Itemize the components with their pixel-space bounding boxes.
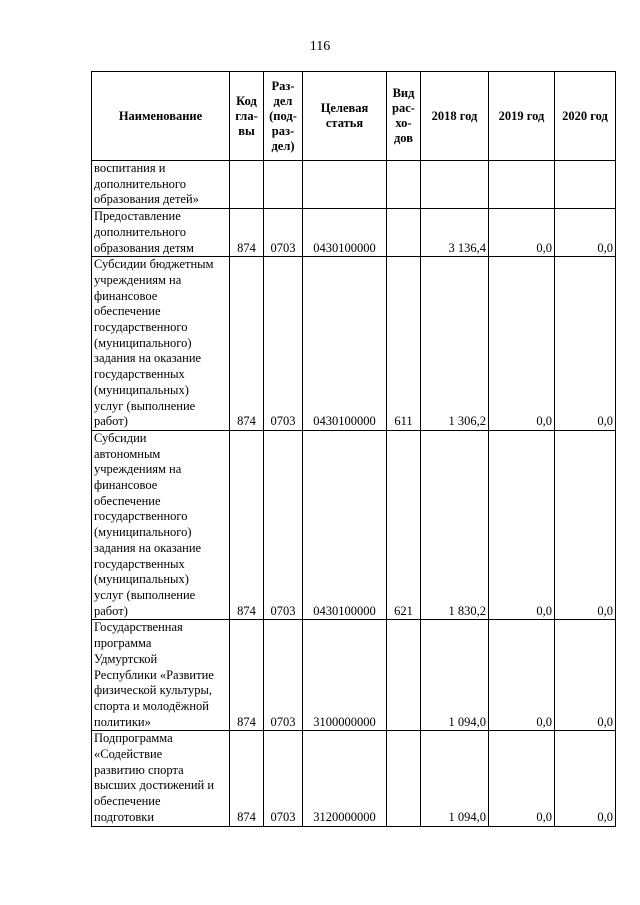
row-target: 0430100000 bbox=[303, 209, 387, 257]
row-2018 bbox=[421, 161, 489, 209]
header-2020: 2020 год bbox=[555, 72, 616, 161]
row-expense-type bbox=[387, 161, 421, 209]
table-row bbox=[92, 257, 616, 431]
header-2019: 2019 год bbox=[489, 72, 555, 161]
row-name: Предоставление дополнительного образования детям bbox=[92, 209, 230, 257]
row-name: Государственная программа Удмуртской Республики «Развитие физической культуры, спорта и молодёжной политики» bbox=[92, 620, 230, 731]
table-row bbox=[92, 209, 616, 257]
row-name: Субсидии бюджетным учреждениям на финансовое обеспечение государственного (муниципального) задания на оказание государственных (муниципальных) услуг (выполнение работ) bbox=[92, 257, 230, 431]
row-section: 0703 bbox=[264, 209, 303, 257]
row-name: воспитания и дополнительного образования детей» bbox=[92, 161, 230, 209]
row-chapter bbox=[230, 161, 264, 209]
row-target: 0430100000 bbox=[303, 257, 387, 431]
row-chapter: 874 bbox=[230, 731, 264, 826]
row-2019: 0,0 bbox=[489, 731, 555, 826]
row-2018: 1 094,0 bbox=[421, 620, 489, 731]
row-section bbox=[264, 161, 303, 209]
row-chapter: 874 bbox=[230, 209, 264, 257]
row-2020 bbox=[555, 161, 616, 209]
row-2020: 0,0 bbox=[555, 620, 616, 731]
row-target bbox=[303, 161, 387, 209]
row-target: 3100000000 bbox=[303, 620, 387, 731]
row-chapter: 874 bbox=[230, 257, 264, 431]
page-number: 116 bbox=[309, 39, 331, 54]
row-2019: 0,0 bbox=[489, 620, 555, 731]
row-expense-type: 611 bbox=[387, 257, 421, 431]
header-2018: 2018 год bbox=[421, 72, 489, 161]
row-2018: 1 830,2 bbox=[421, 430, 489, 619]
header-expense-type: Вид рас- хо- дов bbox=[387, 72, 421, 161]
row-2018: 3 136,4 bbox=[421, 209, 489, 257]
row-2019: 0,0 bbox=[489, 209, 555, 257]
header-chapter: Код гла- вы bbox=[230, 72, 264, 161]
row-expense-type: 621 bbox=[387, 430, 421, 619]
row-expense-type bbox=[387, 209, 421, 257]
row-expense-type bbox=[387, 731, 421, 826]
row-expense-type bbox=[387, 620, 421, 731]
row-2019 bbox=[489, 161, 555, 209]
header-row bbox=[92, 72, 616, 161]
row-section: 0703 bbox=[264, 731, 303, 826]
row-2018: 1 306,2 bbox=[421, 257, 489, 431]
header-section: Раз- дел (под- раз- дел) bbox=[264, 72, 303, 161]
row-2018: 1 094,0 bbox=[421, 731, 489, 826]
row-target: 3120000000 bbox=[303, 731, 387, 826]
row-chapter: 874 bbox=[230, 430, 264, 619]
row-2020: 0,0 bbox=[555, 430, 616, 619]
table-row bbox=[92, 430, 616, 619]
table-row bbox=[92, 161, 616, 209]
header-target: Целевая статья bbox=[303, 72, 387, 161]
row-section: 0703 bbox=[264, 620, 303, 731]
budget-table bbox=[91, 71, 616, 827]
row-2020: 0,0 bbox=[555, 257, 616, 431]
row-target: 0430100000 bbox=[303, 430, 387, 619]
row-2019: 0,0 bbox=[489, 257, 555, 431]
row-section: 0703 bbox=[264, 257, 303, 431]
row-chapter: 874 bbox=[230, 620, 264, 731]
row-name: Субсидии автономным учреждениям на финансовое обеспечение государственного (муниципального) задания на оказание государственных (муниципальных) услуг (выполнение работ) bbox=[92, 430, 230, 619]
row-section: 0703 bbox=[264, 430, 303, 619]
row-2019: 0,0 bbox=[489, 430, 555, 619]
table-row bbox=[92, 731, 616, 826]
row-2020: 0,0 bbox=[555, 209, 616, 257]
header-name: Наименование bbox=[92, 72, 230, 161]
row-name: Подпрограмма «Содействие развитию спорта высших достижений и обеспечение подготовки bbox=[92, 731, 230, 826]
row-2020: 0,0 bbox=[555, 731, 616, 826]
table-row bbox=[92, 620, 616, 731]
